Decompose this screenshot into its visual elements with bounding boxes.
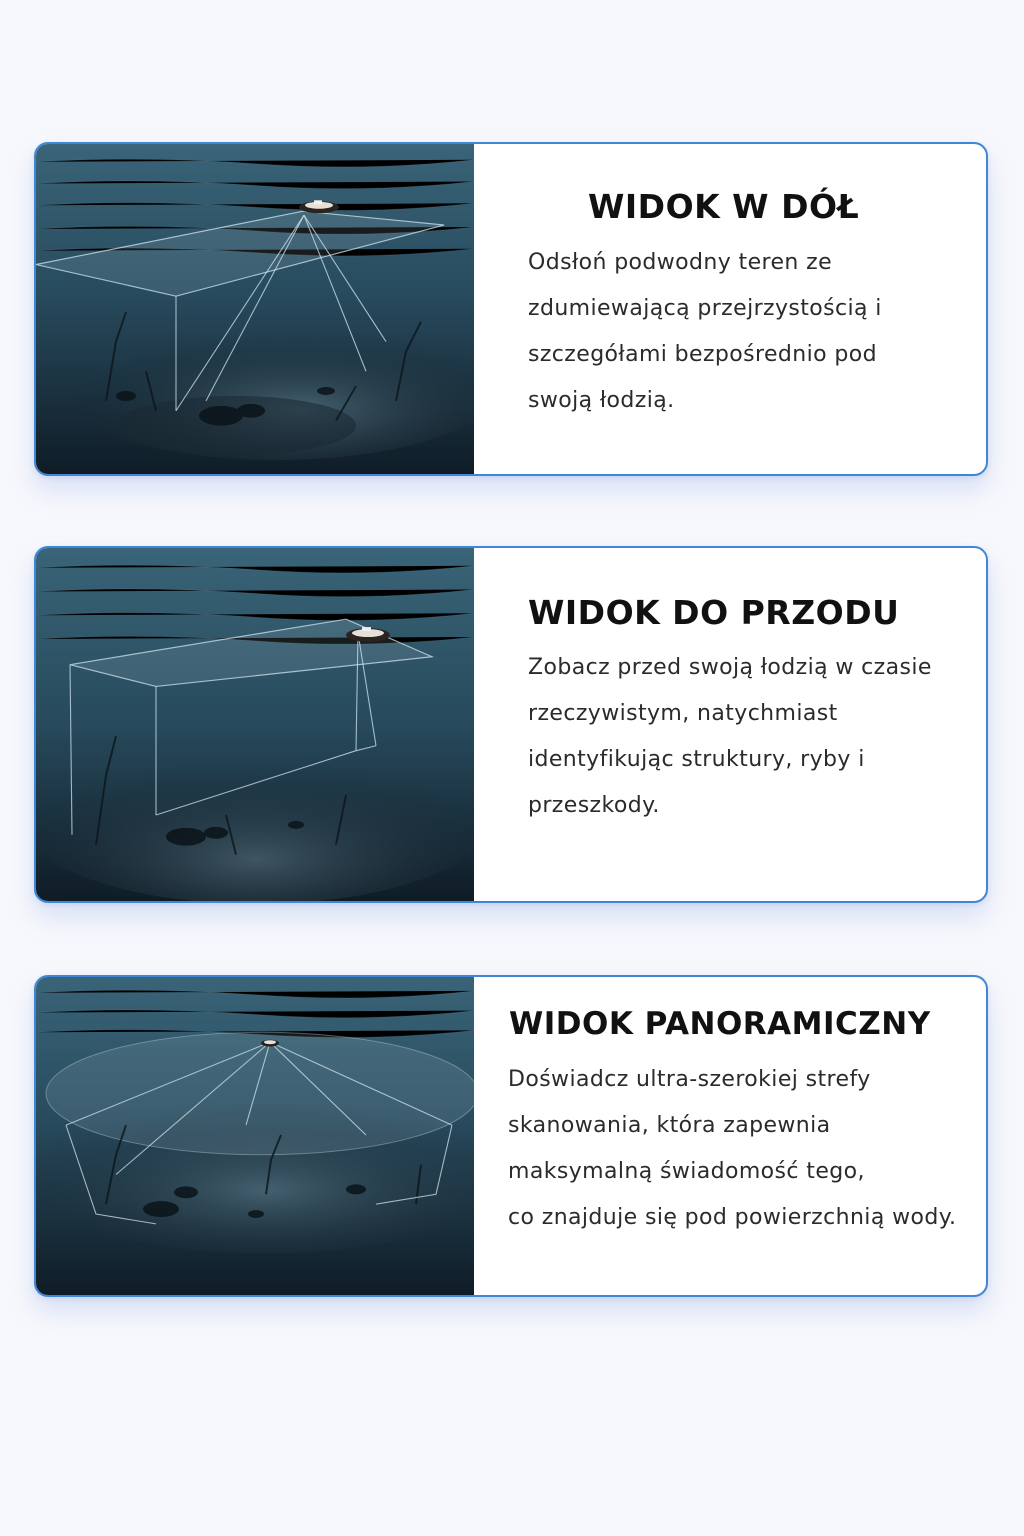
- feature-card-text: [474, 977, 986, 1295]
- feature-card-forward-view: [34, 546, 988, 903]
- feature-card-down-view: [34, 142, 988, 476]
- description-line: Odsłoń podwodny teren ze: [528, 250, 833, 275]
- sonar-down-view-image: [36, 144, 474, 474]
- description-line: rzeczywistym, natychmiast: [528, 701, 838, 726]
- description-line: zdumiewającą przejrzystością i: [528, 296, 882, 321]
- card-title: WIDOK W DÓŁ: [588, 187, 860, 226]
- feature-card-panoramic-view: [34, 975, 988, 1297]
- sonar-panoramic-view-image: [36, 977, 474, 1295]
- card-description: [528, 240, 882, 424]
- feature-card-text: [474, 144, 986, 474]
- feature-card-text: [474, 548, 986, 901]
- description-line: co znajduje się pod powierzchnią wody.: [508, 1205, 957, 1230]
- description-line: Doświadcz ultra-szerokiej strefy: [508, 1067, 871, 1092]
- card-description: [528, 645, 932, 829]
- card-title: WIDOK DO PRZODU: [528, 593, 900, 632]
- description-line: identyfikując struktury, ryby i: [528, 747, 865, 772]
- description-line: swoją łodzią.: [528, 388, 675, 413]
- description-line: maksymalną świadomość tego,: [508, 1159, 865, 1184]
- description-line: skanowania, która zapewnia: [508, 1113, 831, 1138]
- card-description: [508, 1057, 956, 1241]
- description-line: szczegółami bezpośrednio pod: [528, 342, 877, 367]
- description-line: Zobacz przed swoją łodzią w czasie: [528, 655, 932, 680]
- description-line: przeszkody.: [528, 793, 660, 818]
- sonar-forward-view-image: [36, 548, 474, 901]
- card-title: WIDOK PANORAMICZNY: [509, 1006, 931, 1042]
